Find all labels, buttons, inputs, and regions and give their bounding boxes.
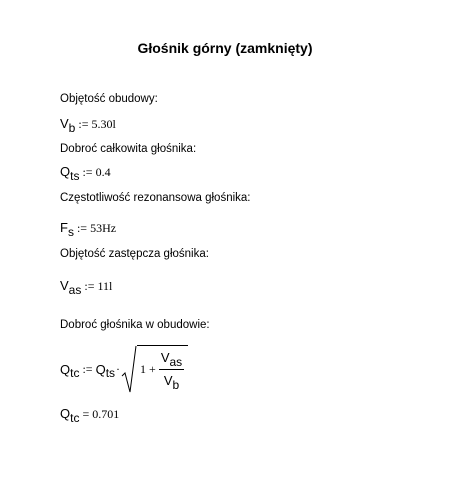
var-subscript: ts [70,169,80,183]
result-qtc [60,405,119,423]
result-subscript: tc [70,411,80,425]
var-subscript: s [67,225,74,239]
num-subscript: as [169,355,183,369]
label-enclosure-volume: Objętość obudowy: [60,93,158,105]
var-subscript: as [68,283,82,297]
sqrt-body [137,345,188,394]
value-vb: 5.30l [91,117,116,131]
result-var: Q [60,406,71,421]
fraction-numerator [159,349,184,369]
value-qts: 0.4 [95,165,111,179]
var-name: V [60,116,69,131]
factor-subscript: ts [105,366,116,380]
value-vas: 11l [97,279,113,293]
multiply-dot: · [116,361,121,376]
formula-qtc [60,344,188,394]
value-fs: 53Hz [90,221,117,235]
assignment-qts [60,163,111,181]
result-value: 0.701 [92,407,120,421]
assignment-fs [60,219,116,237]
assign-operator: := [82,361,93,376]
sqrt-radical [121,344,137,394]
one-plus: 1 + [140,362,156,376]
den-var: V [163,373,173,388]
num-var: V [160,350,170,365]
den-subscript: b [172,378,180,392]
assignment-vas [60,277,112,295]
assign-operator: := [84,279,95,293]
label-resonance-frequency: Częstotliwość rezonansowa głośnika: [60,192,251,204]
page-title: Głośnik górny (zamknięty) [137,40,313,56]
fraction [159,349,184,390]
label-q-in-enclosure: Dobroć głośnika w obudowie: [60,319,210,331]
sqrt-sign-icon [121,344,137,394]
label-total-q: Dobroć całkowita głośnika: [60,143,197,155]
assign-operator: := [82,165,93,179]
lhs-var: Q [60,361,71,377]
var-name: Q [60,164,71,179]
label-equivalent-volume: Objętość zastępcza głośnika: [60,248,209,260]
assign-operator: := [78,117,89,131]
fraction-denominator [162,370,181,390]
equals-operator: = [82,407,90,421]
lhs-subscript: tc [70,366,80,380]
var-name: F [60,220,68,235]
var-name: V [60,278,69,293]
assignment-vb [60,115,116,133]
factor-var: Q [95,361,106,377]
assign-operator: := [76,221,88,235]
var-subscript: b [68,121,76,135]
